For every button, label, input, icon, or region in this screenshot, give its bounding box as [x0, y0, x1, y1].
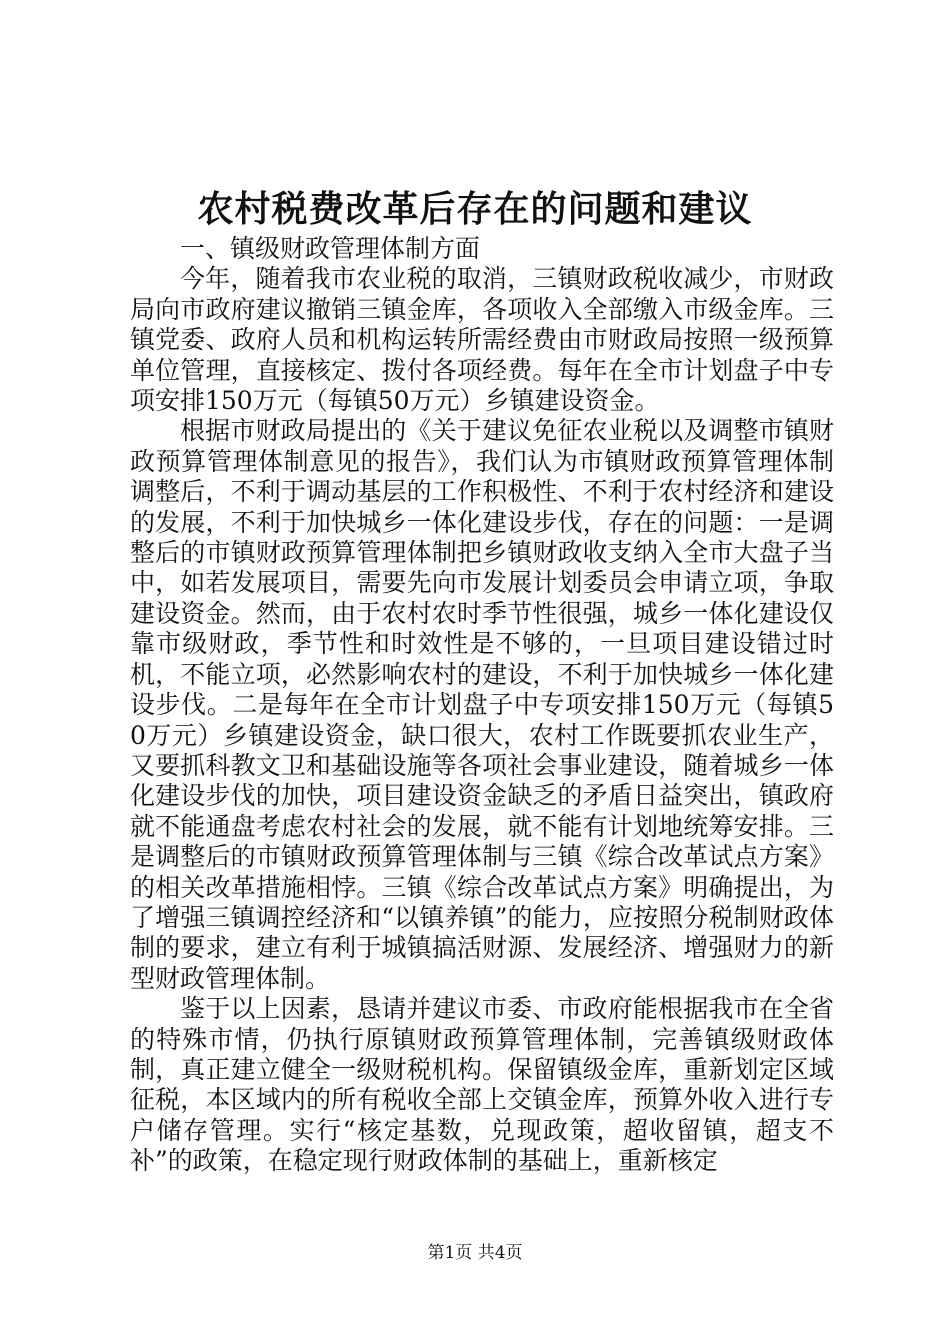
page-number-footer: 第1页 共4页	[427, 1243, 523, 1263]
document-title: 农村税费改革后存在的问题和建议	[197, 188, 753, 230]
section-heading: 一、镇级财政管理体制方面	[180, 234, 481, 263]
document-body	[130, 234, 834, 1177]
paragraph: 根据市财政局提出的《关于建议免征农业税以及调整市镇财政预算管理体制意见的报告》，我们认为市镇财政预算管理体制调整后，不利于调动基层的工作积极性、不利于农村经济和建设的发展，不利于加快城乡一体化建设步伐，存在的问题：一是调整后的市镇财政预算管理体制把乡镇财政收支纳入全市大盘子当中，如若发展项目，需要先向市发展计划委员会申请立项，争取建设资金。然而，由于农村农时季节性很强，城乡一体化建设仅靠市级财政，季节性和时效性是不够的，一旦项目建设错过时机，不能立项，必然影响农村的建设，不利于加快城乡一体化建设步伐。二是每年在全市计划盘子中专项安排150万元（每镇50万元）乡镇建设资金，缺口很大，农村工作既要抓农业生产，又要抓科教文卫和基础设施等各项社会事业建设，随着城乡一体化建设步伐的加快，项目建设资金缺乏的矛盾日益突出，镇政府就不能通盘考虑农村社会的发展，就不能有计划地统筹安排。三是调整后的市镇财政预算管理体制与三镇《综合改革试点方案》的相关改革措施相悖。三镇《综合改革试点方案》明确提出，为了增强三镇调控经济和“以镇养镇”的能力，应按照分税制财政体制的要求，建立有利于城镇搞活财源、发展经济、增强财力的新型财政管理体制。	[130, 416, 834, 993]
paragraph: 鉴于以上因素，恳请并建议市委、市政府能根据我市在全省的特殊市情，仍执行原镇财政预算管理体制，完善镇级财政体制，真正建立健全一级财税机构。保留镇级金库，重新划定区域征税，本区域内的所有税收全部上交镇金库，预算外收入进行专户储存管理。实行“核定基数，兑现政策，超收留镇，超支不补”的政策，在稳定现行财政体制的基础上，重新核定	[130, 994, 834, 1176]
paragraph: 今年，随着我市农业税的取消，三镇财政税收减少，市财政局向市政府建议撤销三镇金库，各项收入全部缴入市级金库。三镇党委、政府人员和机构运转所需经费由市财政局按照一级预算单位管理，直接核定、拨付各项经费。每年在全市计划盘子中专项安排150万元（每镇50万元）乡镇建设资金。	[130, 264, 834, 416]
